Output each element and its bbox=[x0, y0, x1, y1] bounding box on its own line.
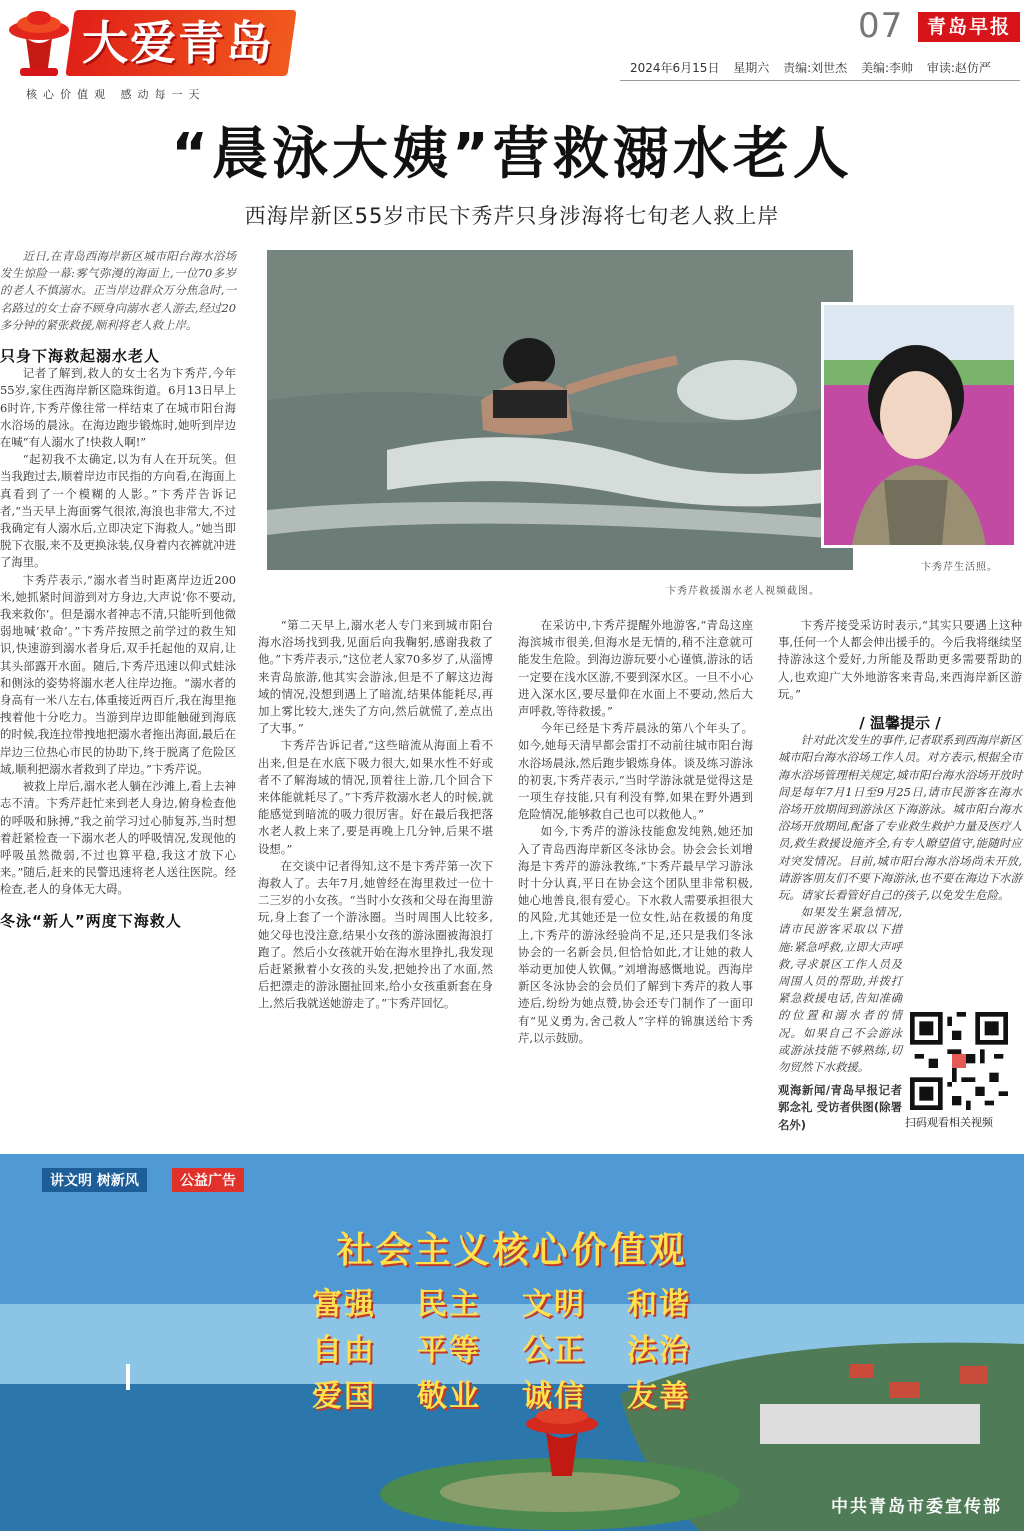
woman-portrait-image bbox=[824, 305, 1014, 545]
section-1-paragraph: 被救上岸后,溺水老人躺在沙滩上,看上去神志不清。卞秀芹赶忙来到老人身边,俯身检查他的呼吸和脉搏,“我之前学习过心肺复苏,当时想着赶紧检查一下溺水老人的呼吸情况,发现他的呼吸虽然微弱,不过也算平稳,我这才放下心来。”随后,赶来的民警迅速将老人送往医院。经检查,老人的身体无大碍。 bbox=[0, 779, 236, 897]
core-value: 诚信 bbox=[522, 1379, 586, 1414]
section-2-paragraph: 如今,卞秀芹的游泳技能愈发纯熟,她还加入了青岛西海岸新区冬泳协会。协会会长刘增海是卞秀芹的游泳教练,“卞秀芹最早学习游泳时十分认真,平日在协会这个团队里非常积极,她心地善良,很有爱心。下水救人需要承担很大的风险,尤其她还是一位女性,站在救援的角度上,卞秀芹的游泳经验尚不足,还只是我们冬泳协会的一名新会员,但恰恰如此,才让她的救人举动更加使人钦佩。”刘增海感慨地说。西海岸新区冬泳协会的会员们了解到卞秀芹的救人事迹后,纷纷为她点赞,协会还专门制作了一面印有“见义勇为,舍己救人”字样的锦旗送给卞秀芹,以示鼓励。 bbox=[518, 824, 753, 1045]
date-line bbox=[630, 59, 1001, 76]
core-value: 民主 bbox=[417, 1287, 481, 1322]
public-service-ad bbox=[0, 1154, 1024, 1531]
column-title: 大爱青岛 bbox=[82, 16, 274, 70]
paper-name: 青岛早报 bbox=[918, 12, 1020, 42]
designer-credit: 美编:李帅 bbox=[861, 61, 914, 75]
section-2-paragraph: “第二天早上,溺水老人专门来到城市阳台海水浴场找到我,见面后向我鞠躬,感谢我救了他。”卞秀芹表示,“这位老人家70多岁了,从淄博来青岛旅游,他其实会游泳,但是不了解这边海域的情况,没想到遇上了暗流,结果体能耗尽,再加上雾比较大,迷失了方向,然后就慌了,差点出了大事。” bbox=[258, 618, 493, 736]
section-1-paragraph: 记者了解到,救人的女士名为卞秀芹,今年55岁,家住西海岸新区隐珠街道。6月13日早上6时许,卞秀芹像往常一样结束了在城市阳台海水浴场的晨泳。在海边跑步锻炼时,她听到岸边在喊“有人溺水了!快救人啊!” bbox=[0, 366, 236, 450]
tip-title: / 温馨提示 / bbox=[859, 714, 941, 733]
qr-code-icon[interactable] bbox=[910, 1012, 1008, 1110]
subheadline: 西海岸新区55岁市民卞秀芹只身涉海将七旬老人救上岸 bbox=[244, 204, 780, 228]
article-column-1 bbox=[0, 248, 236, 930]
section-2-paragraph: 今年已经是卞秀芹晨泳的第八个年头了。如今,她每天清早都会雷打不动前往城市阳台海水浴场晨泳,然后跑步锻炼身体。谈及练习游泳的初衷,卞秀芹表示,“当时学游泳就是觉得这是一项生存技能,只有利没有弊,如果在野外遇到危险情况,能够救自己也可以救他人。” bbox=[518, 721, 753, 822]
core-value: 公正 bbox=[522, 1333, 586, 1368]
masthead bbox=[0, 0, 1024, 108]
editor-credit: 责编:刘世杰 bbox=[783, 61, 848, 75]
section-1-paragraph: “起初我不太确定,以为有人在开玩笑。但当我跑过去,顺着岸边市民指的方向看,在海面上真看到了一个模糊的人影。”卞秀芹告诉记者,“当天早上海面雾气很浓,海浪也非常大,不过我确定有人溺水后,立即决定下海救人。”她当即脱下衣服,来不及更换泳装,仅身着内衣裤就冲进了海里。 bbox=[0, 452, 236, 570]
article-column-3 bbox=[518, 617, 753, 1047]
issue-date: 2024年6月15日 bbox=[630, 61, 720, 75]
headline: “晨泳大姨”营救溺水老人 bbox=[171, 122, 853, 187]
core-value: 和谐 bbox=[627, 1287, 691, 1322]
ad-tag-public: 公益广告 bbox=[172, 1168, 244, 1192]
section-2-title: 冬泳“新人”两度下海救人 bbox=[0, 911, 182, 930]
core-value: 自由 bbox=[312, 1333, 376, 1368]
core-value: 法治 bbox=[627, 1333, 691, 1368]
qr-caption: 扫码观看相关视频 bbox=[905, 1116, 993, 1129]
article-lead: 近日,在青岛西海岸新区城市阳台海水浴场发生惊险一幕:雾气弥漫的海面上,一位70多岁的老人不慎溺水。正当岸边群众万分焦急时,一名路过的女士奋不顾身向溺水老人游去,经过20多分钟的紧张救援,顺利将老人救上岸。 bbox=[0, 249, 236, 332]
section-2-paragraph: 在采访中,卞秀芹提醒外地游客,“青岛这座海滨城市很美,但海水是无情的,稍不注意就可能发生危险。到海边游玩要小心谨慎,游泳的话一定要在浅水区游,不要到深水区。一旦不小心进入深水区,要尽量仰在水面上不要动,然后大声呼救,等待救援。” bbox=[518, 618, 753, 719]
section-1-paragraph: 卞秀芹表示,“溺水者当时距离岸边近200米,她抓紧时间游到对方身边,大声说‘你不要动,我来救你’。但是溺水者神志不清,只能听到他微弱地喊‘救命’。”卞秀芹按照之前学过的救生知识,快速游到溺水者身后,双手托起他的双肩,让其头部露开水面。随后,卞秀芹迅速以仰式蛙泳和侧泳的姿势将溺水老人往岸边拖。“溺水者的身高有一米八左右,体重接近两百斤,我在海里拖拽着他十分吃力。当游到岸边即能触碰到海底的时候,我连拉带拽地把溺水者拖出海面,最后在岸边三位热心市民的协助下,终于脱离了危险区域,顺利把溺水者救到了岸边。”卞秀芹说。 bbox=[0, 572, 236, 776]
core-value: 平等 bbox=[417, 1333, 481, 1368]
core-value: 文明 bbox=[522, 1287, 586, 1322]
portrait-caption: 卞秀芹生活照。 bbox=[921, 562, 998, 573]
rescue-video-still bbox=[267, 250, 853, 570]
proofreader-credit: 审读:赵仿严 bbox=[926, 61, 991, 75]
section-2-paragraph: 卞秀芹接受采访时表示,“其实只要遇上这种事,任何一个人都会伸出援手的。今后我将继续坚持游泳这个爱好,力所能及帮助更多需要帮助的人,也欢迎广大外地游客来青岛,来西海岸新区游玩。” bbox=[778, 618, 1022, 701]
ad-sponsor: 中共青岛市委宣传部 bbox=[831, 1497, 1002, 1517]
may-wind-sculpture-icon bbox=[6, 8, 72, 80]
core-value: 爱国 bbox=[312, 1379, 376, 1414]
ad-title: 社会主义核心价值观 bbox=[336, 1230, 688, 1271]
section-2-paragraph: 卞秀芹告诉记者,“这些暗流从海面上看不出来,但是在水底下吸力很大,如果水性不好或者不了解海域的情况,顶着往上游,几个回合下来体能就耗尽了。”卞秀芹救溺水老人的时候,就能感觉到暗流的吸力很厉害。好在最后我把落水老人救上来了,要是再晚上几分钟,后果不堪设想。” bbox=[258, 738, 493, 856]
main-photo-caption: 卞秀芹救援溺水老人视频截图。 bbox=[666, 586, 820, 597]
byline: 观海新闻/青岛早报记者 郭念礼 受访者供图(除署名外) bbox=[778, 1083, 902, 1132]
core-value: 富强 bbox=[312, 1287, 376, 1322]
portrait-photo bbox=[821, 302, 1017, 548]
masthead-divider bbox=[620, 80, 1020, 81]
ad-tag-civility: 讲文明 树新风 bbox=[42, 1168, 147, 1192]
core-values-grid bbox=[312, 1284, 732, 1418]
core-value: 友善 bbox=[627, 1379, 691, 1414]
column-slogan: 核心价值观 感动每一天 bbox=[26, 88, 206, 101]
sea-rescue-image bbox=[267, 250, 853, 570]
section-1-title: 只身下海救起溺水老人 bbox=[0, 347, 161, 366]
issue-weekday: 星期六 bbox=[733, 61, 770, 75]
page-number: 07 bbox=[858, 6, 904, 46]
tip-paragraph: 针对此次发生的事件,记者联系到西海岸新区城市阳台海水浴场工作人员。对方表示,根据全市海水浴场管理相关规定,城市阳台海水浴场开放时间是每年7月1日至9月25日,请市民游客在海水浴场开放期间到游泳区下海游泳。城市阳台海水浴场开放期间,配备了专业救生救护力量及医疗人员,救生救援设施齐全,有专人瞭望值守,能随时应对突发情况。目前,城市阳台海水浴场尚未开放,请游客朋友们不要下海游泳,也不要在海边下水游玩。请家长看管好自己的孩子,以免发生危险。 bbox=[778, 733, 1022, 903]
article-column-2 bbox=[258, 617, 493, 1013]
tip-paragraph: 如果发生紧急情况,请市民游客采取以下措施:紧急呼救,立即大声呼救,寻求景区工作人员及周围人员的帮助,并拨打紧急救援电话,告知准确的位置和溺水者的情况。如果自己不会游泳或游泳技能不够熟练,切勿贸然下水救援。 bbox=[778, 905, 902, 1075]
core-value: 敬业 bbox=[417, 1379, 481, 1414]
section-2-paragraph: 在交谈中记者得知,这不是卞秀芹第一次下海救人了。去年7月,她曾经在海里救过一位十二三岁的小女孩。“当时小女孩和父母在海里游玩,身上套了一个游泳圈。当时周围人比较多,她父母也没注意,结果小女孩的游泳圈被海浪打跑了。然后小女孩就开始在海水里挣扎,我发现后赶紧揪着小女孩的头发,把她拎出了水面,然后把漂走的游泳圈扯回来,给小女孩重新套在身上,然后我就送她游走了。”卞秀芹回忆。 bbox=[258, 858, 493, 1011]
